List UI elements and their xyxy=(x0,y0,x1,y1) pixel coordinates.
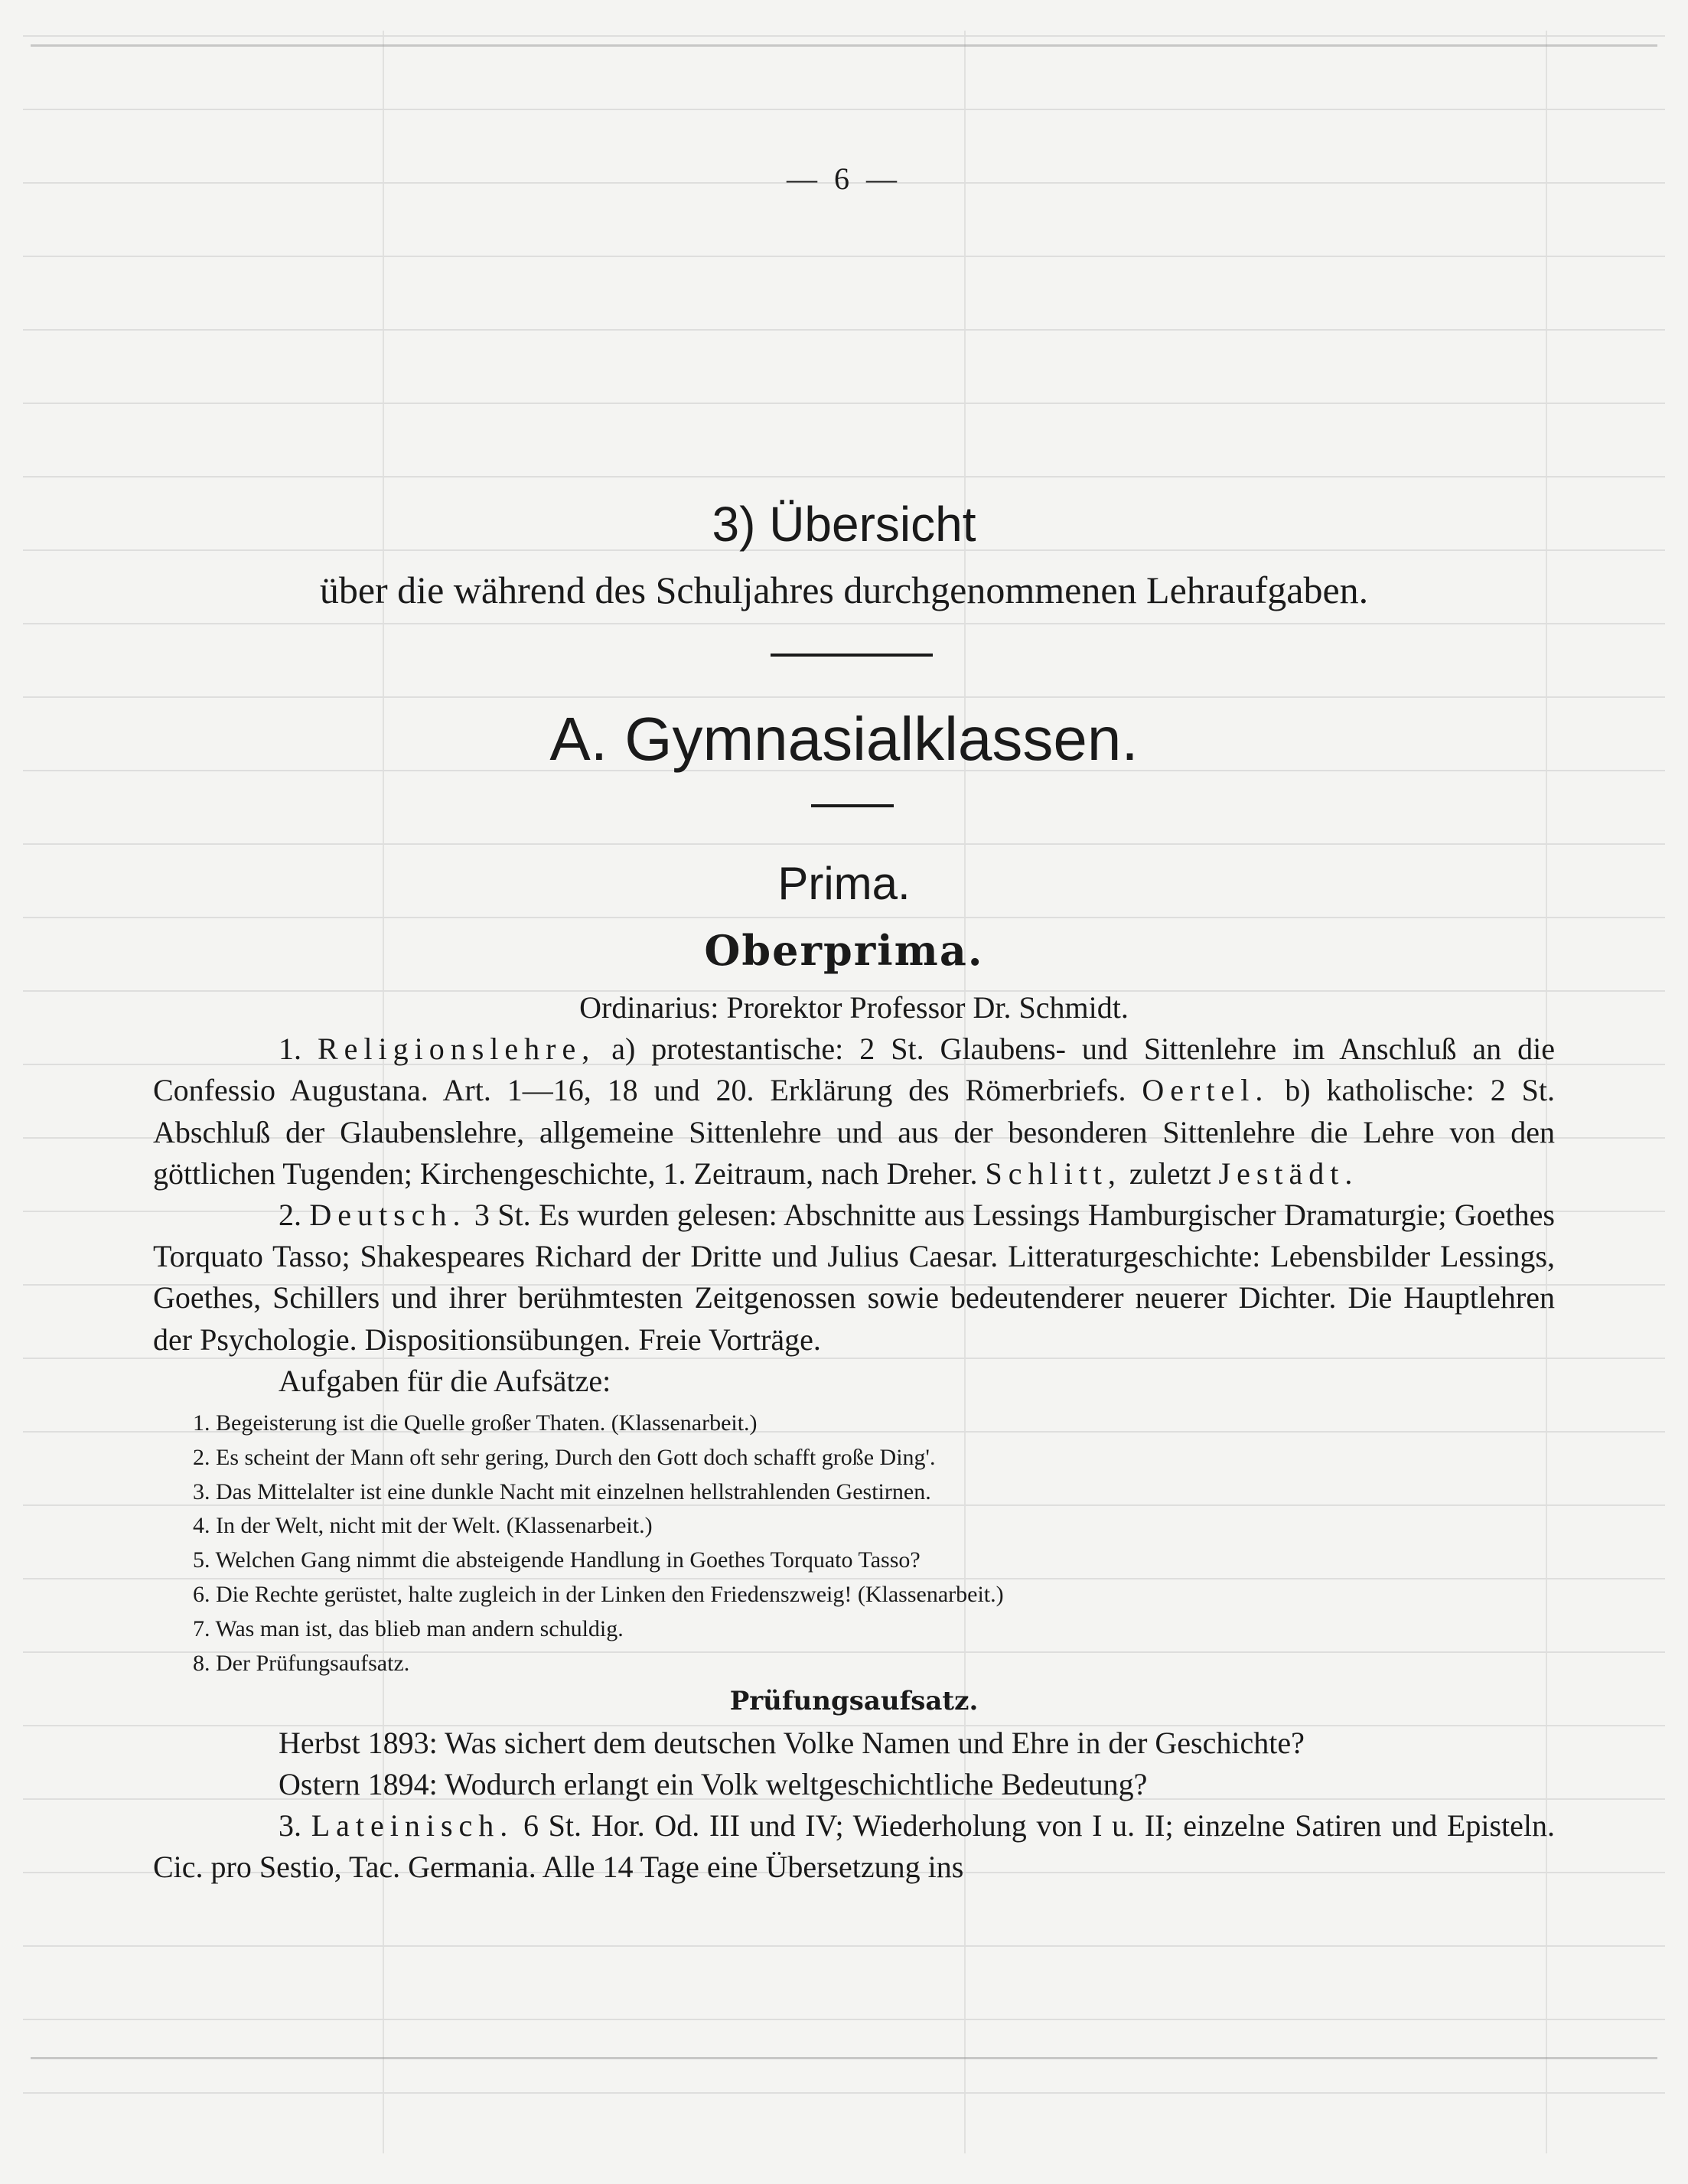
teacher-name: Oertel. xyxy=(1142,1073,1269,1108)
level-heading: Prima. xyxy=(777,858,911,909)
list-item: 1. Begeisterung ist die Quelle großer Thaten. (Klassenarbeit.) xyxy=(193,1410,758,1436)
paragraph-text: 6 St. Hor. Od. III und IV; Wiederholung von I u. II; einzelne Satiren und Episteln. Cic. pro Sestio, Tac. Germania. Alle 14 Tage eine Übersetzung ins xyxy=(153,1808,1555,1885)
paragraph-text: b) katholische: 2 St. Abschluß der Glaubenslehre, allgemeine Sittenlehre und aus der besonderen Sittenlehre die Lehre von den göttlichen Tugenden; Kirchengeschichte, 1. Zeitraum, nach Dreher. xyxy=(153,1073,1556,1191)
list-item: 7. Was man ist, das blieb man andern schuldig. xyxy=(193,1615,624,1641)
item-number: 2. xyxy=(279,1198,301,1233)
aufgaben-list xyxy=(193,1407,1555,1680)
faint-bottom-rule xyxy=(31,2057,1657,2059)
page-number: — 6 — xyxy=(787,161,901,196)
class-heading: A. Gymnasialklassen. xyxy=(549,705,1139,773)
section-title: 3) Übersicht xyxy=(712,497,976,552)
divider-rule-short xyxy=(811,804,894,807)
list-item: 8. Der Prüfungsaufsatz. xyxy=(193,1650,410,1676)
subject-name: Deutsch. xyxy=(309,1198,467,1233)
item-number: 1. xyxy=(279,1032,301,1067)
deutsch-paragraph xyxy=(153,1195,1555,1361)
document-body xyxy=(153,987,1555,1888)
aufgaben-heading: Aufgaben für die Aufsätze: xyxy=(279,1363,611,1398)
ordinarius-line: Ordinarius: Prorektor Professor Dr. Schmidt. xyxy=(579,990,1129,1025)
item-number: 3. xyxy=(279,1808,301,1843)
list-item: 6. Die Rechte gerüstet, halte zugleich in der Linken den Friedenszweig! (Klassenarbeit.) xyxy=(193,1582,1004,1608)
subject-name: Religionslehre, xyxy=(317,1032,596,1067)
paragraph-text: zuletzt xyxy=(1121,1156,1219,1191)
divider-rule xyxy=(771,654,933,657)
teacher-name: Jestädt. xyxy=(1218,1156,1359,1191)
pruefung-line: Herbst 1893: Was sichert dem deutschen Volke Namen und Ehre in der Geschichte? xyxy=(279,1725,1305,1760)
religion-paragraph xyxy=(153,1028,1555,1195)
list-item: 5. Welchen Gang nimmt die absteigende Handlung in Goethes Torquato Tasso? xyxy=(193,1547,921,1573)
faint-top-rule xyxy=(31,44,1657,47)
list-item: 2. Es scheint der Mann oft sehr gering, Durch den Gott doch schafft große Ding'. xyxy=(193,1444,936,1470)
teacher-name: Schlitt, xyxy=(985,1156,1122,1191)
subject-name: Lateinisch. xyxy=(311,1808,514,1843)
pruefung-line: Ostern 1894: Wodurch erlangt ein Volk weltgeschichtliche Bedeutung? xyxy=(279,1766,1148,1801)
paragraph-text: 3 St. Es wurden gelesen: Abschnitte aus Lessings Hamburgischer Dramaturgie; Goethes Torquato Tasso; Shakespeares Richard der Dritte und Julius Caesar. Litteraturgeschichte: Lebensbilder Lessings, Goethes, Schillers und ihrer berühmtesten Zeitgenossen sowie bedeutenderer neuerer Dichter. Die Hauptlehren der Psychologie. Dispositionsübungen. Freie Vorträge. xyxy=(153,1198,1555,1357)
list-item: 4. In der Welt, nicht mit der Welt. (Klassenarbeit.) xyxy=(193,1513,653,1539)
sub-level-heading: Oberprima. xyxy=(704,926,984,975)
list-item: 3. Das Mittelalter ist eine dunkle Nacht mit einzelnen hellstrahlenden Gestirnen. xyxy=(193,1478,931,1504)
section-subtitle: über die während des Schuljahres durchgenommenen Lehraufgaben. xyxy=(319,569,1369,611)
pruefung-heading: Prüfungsaufsatz. xyxy=(729,1686,979,1717)
latein-paragraph xyxy=(153,1805,1555,1888)
paragraph-text: a) protestantische: 2 St. Glaubens- und Sittenlehre im Anschluß an die Confessio Augustana. Art. 1—16, 18 und 20. Erklärung des Römerbriefs. xyxy=(153,1032,1555,1108)
